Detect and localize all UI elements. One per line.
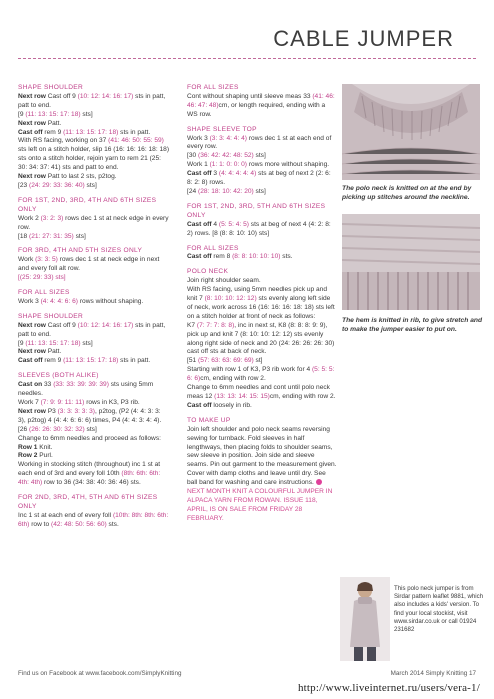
- line-text: Cast off 9: [45, 92, 78, 100]
- line-text: [30: [187, 152, 198, 160]
- line-text: K7: [187, 321, 197, 329]
- instruction-section: [187, 203, 337, 239]
- instruction-line: [187, 161, 337, 170]
- instruction-section: [18, 313, 170, 366]
- bold-term: Next row: [18, 119, 46, 127]
- line-text: sts.: [280, 253, 293, 261]
- size-values: (7: 7: 7: 8: 8): [196, 321, 235, 329]
- line-text: Patt to last 2 sts, p2tog.: [45, 173, 117, 181]
- line-text: Knit.: [37, 443, 53, 451]
- line-text: Work 7: [18, 399, 41, 406]
- bold-term: Cast off: [18, 128, 43, 136]
- size-values: [(25: 29: 33) sts]: [18, 274, 66, 282]
- line-text: st]: [253, 357, 263, 365]
- line-text: rows dec 1 st at neck edge in next and every foll alt row.: [18, 256, 160, 273]
- line-text: Work 2: [18, 214, 41, 222]
- size-values: (26: 26: 30: 32: 32): [29, 425, 85, 433]
- instruction-section: [187, 417, 337, 488]
- instruction-line: [18, 93, 170, 111]
- size-values: (11: 13: 15: 17: 18): [63, 357, 119, 365]
- instruction-line: [187, 286, 337, 322]
- line-text: sts]: [80, 339, 93, 347]
- instruction-line: [18, 129, 170, 138]
- bold-term: Next row: [18, 407, 46, 415]
- instruction-line: [18, 399, 170, 408]
- size-values: (8: 8: 10: 10: 10): [232, 253, 281, 261]
- footer-issue-page: March 2014 Simply Knitting 17: [390, 670, 476, 677]
- section-heading: FOR ALL SIZES: [18, 289, 70, 297]
- size-values: (8th: 6th: 6th: 4th: 4th): [18, 470, 161, 487]
- instruction-line: [187, 253, 337, 262]
- instruction-line: [187, 357, 337, 366]
- size-values: (3: 3: 4: 4: 4): [209, 134, 247, 142]
- model-photo: [340, 577, 390, 661]
- instruction-line: [187, 384, 337, 402]
- line-text: rows dec 1 st at each end of every row.: [187, 134, 332, 151]
- instruction-line: [187, 277, 337, 286]
- instruction-section: [18, 84, 170, 191]
- size-values: (5: 5: 5: 6: 6): [187, 366, 335, 383]
- instruction-line: [18, 381, 170, 399]
- bold-term: Next row: [18, 321, 46, 329]
- instruction-line: [187, 152, 337, 161]
- bold-term: Next row: [18, 173, 46, 181]
- line-text: sts in patt.: [118, 357, 151, 365]
- size-values: (10: 12: 14: 16: 17): [77, 321, 134, 329]
- section-heading: SHAPE SHOULDER: [18, 312, 84, 320]
- column-middle: [187, 84, 337, 524]
- line-text: row to 36 (34: 38: 40: 36: 46) sts.: [42, 479, 141, 487]
- line-text: Starting with row 1 of K3, P3 rib work for 4: [187, 366, 312, 374]
- size-values: (3: 2: 3): [40, 214, 64, 222]
- instruction-line: [18, 256, 170, 274]
- size-values: (1: 1: 0: 0: 0): [209, 161, 247, 169]
- instruction-line: [18, 444, 170, 453]
- line-text: P3: [45, 407, 58, 415]
- instruction-line: [187, 135, 337, 153]
- size-values: (21: 27: 31: 35): [29, 232, 74, 240]
- line-text: sts in patt, patt to end.: [18, 92, 166, 109]
- line-text: sts]: [73, 232, 86, 240]
- line-text: sts left on a stitch holder, slip 16 (16: 16: 16: 18: 18) sts onto a stitch holder, rejoin yarn to rem 21 (25: 30: 34: 37: 41) sts and patt to end.: [18, 146, 170, 172]
- instruction-line: [18, 120, 170, 129]
- line-text: [23: [18, 181, 29, 189]
- size-values: (10: 12: 14: 16: 17): [77, 92, 134, 100]
- line-text: With RS facing, working on 37: [18, 137, 109, 145]
- line-text: 4: [211, 220, 219, 228]
- section-heading: SLEEVES (BOTH ALIKE): [18, 372, 99, 380]
- line-text: sts]: [84, 425, 97, 433]
- instruction-section: [18, 372, 170, 488]
- line-text: Working in stocking stitch (throughout) inc 1 st at each end of 3rd and every foll 10th: [18, 461, 161, 478]
- bold-term: Cast off: [187, 170, 212, 178]
- line-text: sts]: [84, 181, 97, 189]
- line-text: sts evenly along left side of neck, work across 16 (16: 16: 16: 18: 18) sts left on a stitch holder at front of neck as follows:: [187, 295, 335, 320]
- line-text: sts in patt.: [118, 128, 151, 136]
- instruction-section: [187, 84, 337, 120]
- instruction-line: [187, 221, 337, 239]
- line-text: [51: [187, 357, 198, 365]
- bold-term: Next row: [18, 92, 46, 100]
- instruction-line: [18, 215, 170, 233]
- instruction-section: [187, 245, 337, 263]
- line-text: sts in patt, patt to end.: [18, 321, 166, 338]
- line-text: rows dec 1 st at neck edge in every row.: [18, 214, 169, 231]
- instruction-section: [187, 268, 337, 411]
- size-values: (7: 9: 9: 11: 11): [40, 399, 85, 406]
- line-text: sts]: [253, 152, 266, 160]
- footer-facebook: Find us on Facebook at www.facebook.com/SimplyKnitting: [18, 670, 182, 677]
- size-values: (4: 4: 4: 4: 4): [218, 170, 257, 178]
- line-text: sts]: [80, 110, 93, 118]
- bold-term: Next row: [18, 348, 46, 356]
- instruction-line: [18, 348, 170, 357]
- section-heading: TO MAKE UP: [187, 416, 231, 424]
- bold-term: Row 1: [18, 443, 38, 451]
- line-text: Join right shoulder seam.: [187, 277, 261, 285]
- line-text: Work 1: [187, 161, 210, 169]
- instruction-line: [18, 137, 170, 173]
- column-left: [18, 84, 170, 530]
- instruction-line: [18, 322, 170, 340]
- page-title: CABLE JUMPER: [273, 26, 454, 51]
- line-text: cm, ending with row 2.: [200, 375, 266, 383]
- line-text: sts.: [106, 520, 119, 528]
- instruction-line: [187, 402, 337, 411]
- size-values: (3: 3: 5): [35, 256, 58, 264]
- instruction-line: [187, 93, 337, 120]
- bold-term: Cast off: [187, 253, 212, 261]
- line-text: Cast off 9: [45, 321, 78, 329]
- instruction-section: [18, 247, 170, 283]
- instruction-line: [18, 182, 170, 191]
- instruction-line: [187, 170, 337, 188]
- line-text: Inc 1 st at each end of every foll: [18, 511, 113, 519]
- title-divider: [18, 58, 476, 59]
- line-text: rows without shaping.: [78, 297, 144, 305]
- instruction-line: [18, 408, 170, 426]
- line-text: row to: [29, 520, 51, 528]
- line-text: Patt.: [45, 348, 62, 356]
- size-values: (24: 29: 33: 36: 40): [29, 181, 85, 189]
- section-heading: FOR 1ST, 2ND, 3RD, 4TH AND 6TH SIZES ONLY: [18, 196, 157, 213]
- instruction-line: [18, 452, 170, 461]
- pattern-source-note: This polo neck jumper is from Sirdar pattern leaflet 9881, which also includes a kids' version. To find your local stockist, visit www.sirdar.co.uk or call 01924 231682: [394, 585, 484, 634]
- section-heading: FOR 1ST, 2ND, 3RD, 5TH AND 6TH SIZES ONLY: [187, 202, 326, 219]
- bold-term: Cast off: [187, 220, 212, 228]
- line-text: Cont without shaping until sleeve meas 33: [187, 92, 313, 100]
- instruction-section: [18, 289, 170, 307]
- line-text: Join left shoulder and polo neck seams reversing sewing for turnback. Fold sleeves in half lengthways, then placing folds to shoulder seams, sew sleeve in position. Join side and sleeve seams. Pin out garment to the measurement given. Cover with damp cloths and leave until dry. See ball band for washing and care instructions.: [187, 425, 337, 487]
- size-values: (42: 48: 50: 56: 60): [51, 520, 107, 528]
- instruction-line: [18, 512, 170, 530]
- next-month-promo: NEXT MONTH KNIT A COLOURFUL JUMPER IN ALPACA YARN FROM ROWAN. ISSUE 118, APRIL, IS ON SALE FROM FRIDAY 28 FEBRUARY.: [187, 488, 333, 522]
- line-text: [24: [187, 187, 198, 195]
- line-text: Work 3: [18, 297, 41, 305]
- line-text: cm, or length required, ending with a WS row.: [187, 101, 326, 118]
- line-text: Change to 6mm needles and cont until polo neck meas 12: [187, 384, 330, 400]
- size-values: (10th: 8th: 8th: 6th: 6th): [18, 511, 169, 528]
- polo-neck-photo: [342, 84, 480, 180]
- size-values: (8: 10: 10: 12: 12): [204, 295, 257, 303]
- caption-ribbed-hem: The hem is knitted in rib, to give stretch and to make the jumper easier to put on.: [342, 317, 483, 333]
- instruction-section: [18, 197, 170, 242]
- line-text: sts]: [253, 187, 266, 195]
- line-text: Change to 6mm needles and proceed as follows:: [18, 434, 161, 442]
- size-values: (41: 46: 46: 47: 48): [187, 92, 335, 109]
- section-heading: SHAPE SLEEVE TOP: [187, 125, 257, 133]
- line-text: With RS facing, using 5mm needles pick up and knit 7: [187, 286, 328, 303]
- instruction-line: [18, 461, 170, 488]
- instruction-section: [187, 126, 337, 197]
- watermark-url: http://www.liveinternet.ru/users/vera-1/: [297, 682, 480, 694]
- size-values: (57: 63: 63: 69: 69): [198, 357, 254, 365]
- line-text: Patt.: [45, 119, 62, 127]
- size-values: (11: 13: 15: 17: 18): [25, 339, 81, 347]
- size-values: (33: 33: 39: 39: 39): [53, 381, 109, 389]
- size-values: (36: 42: 42: 48: 52): [198, 152, 254, 160]
- instruction-line: [18, 426, 170, 435]
- line-text: cm, ending with row 2.: [269, 393, 336, 400]
- line-text: sts using 5mm needles.: [18, 381, 154, 398]
- size-values: (11: 13: 15: 17: 18): [63, 128, 119, 136]
- line-text: Work 3: [187, 134, 210, 142]
- instruction-line: [18, 340, 170, 349]
- instruction-line: [187, 366, 337, 384]
- bold-term: Row 2: [18, 452, 38, 460]
- instruction-line: [187, 322, 337, 358]
- line-text: rem 8: [211, 253, 233, 261]
- bold-term: Cast on: [18, 381, 43, 389]
- instruction-line: [18, 435, 170, 444]
- line-text: , p2tog, (P2 (4: 4: 3: 3: 3), p2tog) 4 (4: 4: 6: 6: 6) times, P4 (4: 4: 3: 4: 4).: [18, 407, 162, 424]
- instruction-line: [18, 298, 170, 307]
- line-text: 33: [42, 381, 54, 389]
- bold-term: Cast off: [18, 357, 43, 365]
- instruction-line: [18, 233, 170, 242]
- line-text: rem 9: [42, 128, 64, 136]
- line-text: , inc in next st, K8 (8: 8: 8: 9: 9), pick up and knit 7 (8: 10: 10: 12: 12) sts evenly along right side of neck and 20 (24: 26: 26: 26: 30) cast off sts at back of neck.: [187, 321, 335, 356]
- line-text: [18: [18, 232, 29, 240]
- line-text: rem 9: [42, 357, 64, 365]
- line-text: 3: [211, 170, 219, 178]
- size-values: (41: 46: 50: 55: 59): [108, 137, 164, 145]
- section-heading: FOR ALL SIZES: [187, 244, 239, 252]
- section-heading: POLO NECK: [187, 268, 229, 276]
- section-heading: FOR 2ND, 3RD, 4TH, 5TH AND 6TH SIZES ONLY: [18, 494, 158, 510]
- size-values: (28: 18: 10: 42: 20): [198, 187, 254, 195]
- section-heading: SHAPE SHOULDER: [18, 84, 84, 91]
- line-text: rows in K3, P3 rib.: [84, 399, 140, 406]
- instruction-section: [18, 494, 170, 530]
- line-text: Purl.: [37, 452, 53, 460]
- size-values: (4: 4: 4: 6: 6): [40, 297, 78, 305]
- instruction-line: [18, 111, 170, 120]
- size-values: (5: 5: 4: 5): [218, 220, 249, 228]
- line-text: sts at beg of next 4 (4: 2: 8: 2) rows. [8 (8: 8: 10: 10) sts]: [187, 220, 331, 237]
- line-text: [26: [18, 425, 29, 433]
- end-dot-icon: [316, 479, 322, 485]
- instruction-line: [187, 426, 337, 488]
- section-heading: FOR 3RD, 4TH AND 5TH SIZES ONLY: [18, 247, 143, 255]
- line-text: loosely in rib.: [211, 401, 252, 409]
- line-text: [9: [18, 110, 26, 118]
- ribbed-hem-photo: [342, 214, 480, 310]
- line-text: sts at beg of next 2 (2: 6: 8: 2: 8) rows.: [187, 170, 331, 187]
- caption-polo-neck: The polo neck is knitted on at the end by picking up stitches around the neckline.: [342, 185, 472, 201]
- size-values: (3: 3: 3: 3: 3): [57, 407, 95, 415]
- size-values: (11: 13: 15: 17: 18): [25, 110, 81, 118]
- line-text: [9: [18, 339, 26, 347]
- instruction-line: [18, 274, 170, 283]
- instruction-line: [18, 173, 170, 182]
- bold-term: Cast off: [187, 401, 212, 409]
- line-text: Work: [18, 256, 36, 264]
- size-values: (13: 13: 14: 15: 15): [214, 393, 270, 400]
- section-heading: FOR ALL SIZES: [187, 84, 239, 91]
- line-text: rows more without shaping.: [247, 161, 330, 169]
- instruction-line: [187, 188, 337, 197]
- instruction-line: [18, 357, 170, 366]
